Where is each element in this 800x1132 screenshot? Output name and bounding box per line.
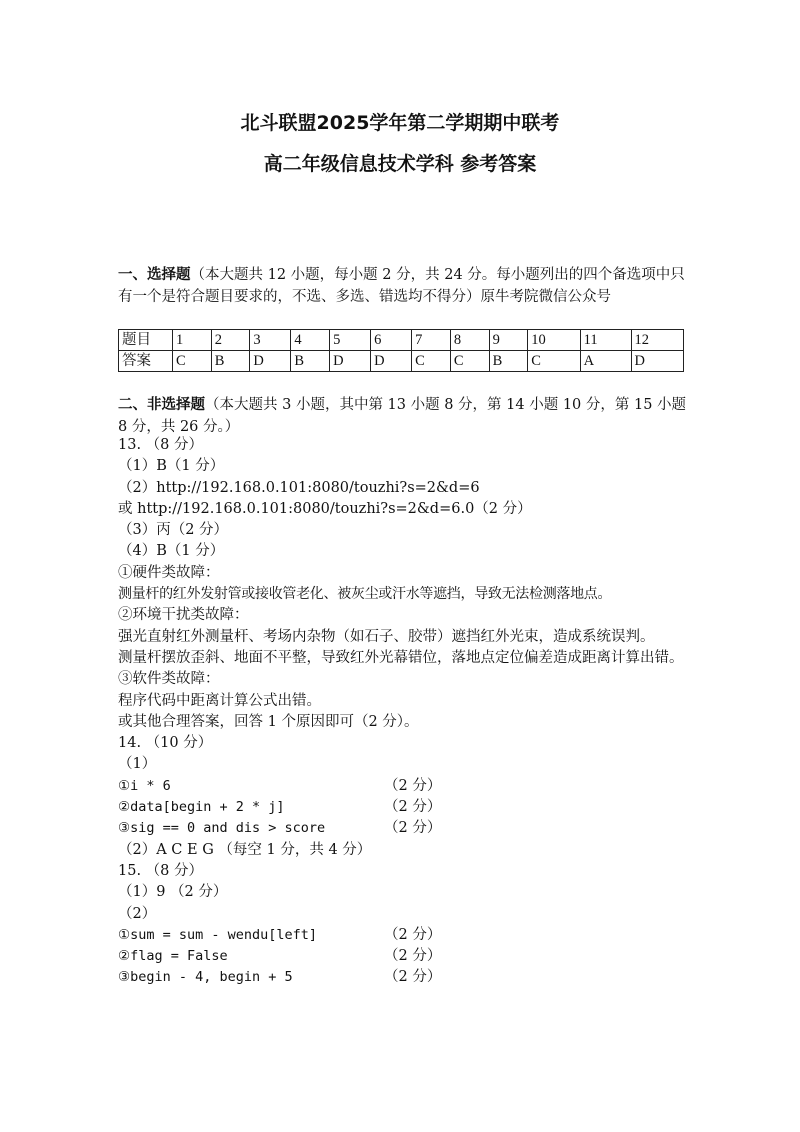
fault-environment-text-a: 强光直射红外测量杆、考场内杂物（如石子、胶带）遮挡红外光束，造成系统误判。: [118, 628, 655, 645]
section1-desc: （本大题共 12 小题，每小题 2 分，共 24 分。每小题列出的四个备选项中只有一个是符合题目要求的，不选、多选、错选均不得分）原牛考院微信公众号: [118, 267, 685, 305]
q15-code-2: ②flag = False: [118, 948, 228, 965]
answer-table: [118, 329, 684, 372]
table-cell: 11: [580, 330, 631, 351]
q14-score-2: （2 分）: [384, 799, 442, 816]
page-title: 北斗联盟2025学年第二学期期中联考: [240, 112, 560, 134]
q13-note: 或其他合理答案，回答 1 个原因即可（2 分）。: [118, 713, 419, 730]
q13-answer-2-alt: 或 http://192.168.0.101:8080/touzhi?s=2&d=6.0（2 分）: [118, 500, 532, 517]
q13-answer-3: （3）丙（2 分）: [118, 522, 229, 539]
q14-code-1: ①i * 6: [118, 777, 171, 794]
table-cell: 1: [173, 330, 212, 351]
table-header-label: 题目: [119, 330, 173, 351]
q13-title: 13. （8 分）: [118, 437, 204, 453]
q14-code-line-1: [118, 776, 698, 797]
q14-part-1: （1）: [118, 756, 157, 773]
q13-answer-2: （2）http://192.168.0.101:8080/touzhi?s=2&d=6: [118, 479, 480, 496]
table-cell: D: [371, 351, 412, 372]
table-cell: 4: [291, 330, 330, 351]
section2-intro: [118, 394, 693, 438]
q15-score-3: （2 分）: [384, 969, 442, 986]
fault-software-title: ③软件类故障：: [118, 671, 220, 688]
table-cell: D: [250, 351, 291, 372]
q15-code-line-1: [118, 925, 698, 946]
table-cell: 2: [211, 330, 250, 351]
table-answer-label: 答案: [119, 351, 173, 372]
q15-score-2: （2 分）: [384, 948, 442, 965]
q15-code-1: ①sum = sum - wendu[left]: [118, 926, 318, 943]
q14-code-line-3: [118, 818, 698, 839]
table-cell: D: [631, 351, 683, 372]
q14-title: 14. （10 分）: [118, 735, 213, 752]
table-cell: C: [173, 351, 212, 372]
fault-environment-title: ②环境干扰类故障：: [118, 607, 249, 624]
table-cell: A: [580, 351, 631, 372]
table-cell: 12: [631, 330, 683, 351]
table-cell: B: [489, 351, 528, 372]
table-cell: 7: [412, 330, 451, 351]
q15-part-1: （1）9 （2 分）: [118, 884, 228, 901]
q15-code-3: ③begin - 4, begin + 5: [118, 969, 293, 986]
table-cell: B: [291, 351, 330, 372]
table-cell: C: [450, 351, 489, 372]
table-cell: 9: [489, 330, 528, 351]
section1-intro: [118, 264, 693, 308]
q14-score-1: （2 分）: [384, 777, 442, 794]
fault-hardware-text: 测量杆的红外发射管或接收管老化、被灰尘或汗水等遮挡，导致无法检测落地点。: [118, 586, 612, 603]
section1-heading: 一、选择题: [118, 267, 191, 283]
q14-code-3: ③sig == 0 and dis > score: [118, 820, 326, 837]
table-cell: C: [528, 351, 580, 372]
table-cell: 6: [371, 330, 412, 351]
table-cell: 10: [528, 330, 580, 351]
table-cell: 3: [250, 330, 291, 351]
fault-environment-text-b: 测量杆摆放歪斜、地面不平整，导致红外光幕错位，落地点定位偏差造成距离计算出错。: [118, 649, 684, 666]
fault-software-text: 程序代码中距离计算公式出错。: [118, 692, 321, 709]
q14-part-2: （2）A C E G （每空 1 分，共 4 分）: [118, 841, 372, 858]
page-subtitle: 高二年级信息技术学科 参考答案: [263, 153, 537, 175]
q14-score-3: （2 分）: [384, 820, 442, 837]
section2-desc: （本大题共 3 小题，其中第 13 小题 8 分，第 14 小题 10 分，第 15 小题 8 分，共 26 分。）: [118, 397, 687, 435]
section2-heading: 二、非选择题: [118, 397, 205, 413]
q14-code-line-2: [118, 797, 698, 818]
q13-answer-4: （4）B（1 分）: [118, 543, 225, 560]
q15-title: 15. （8 分）: [118, 862, 204, 879]
answers-body: [118, 435, 698, 989]
table-cell: C: [412, 351, 451, 372]
q13-answer-1: （1）B（1 分）: [118, 458, 225, 475]
table-cell: 5: [330, 330, 371, 351]
table-row-numbers: [119, 330, 684, 351]
q15-code-line-3: [118, 967, 698, 988]
table-cell: D: [330, 351, 371, 372]
q15-score-1: （2 分）: [384, 926, 442, 943]
q14-code-2: ②data[begin + 2 * j]: [118, 799, 285, 816]
q15-code-line-2: [118, 946, 698, 967]
table-cell: 8: [450, 330, 489, 351]
table-cell: B: [211, 351, 250, 372]
q15-part-2: （2）: [118, 905, 157, 922]
fault-hardware-title: ①硬件类故障：: [118, 564, 220, 581]
table-row-answers: [119, 351, 684, 372]
